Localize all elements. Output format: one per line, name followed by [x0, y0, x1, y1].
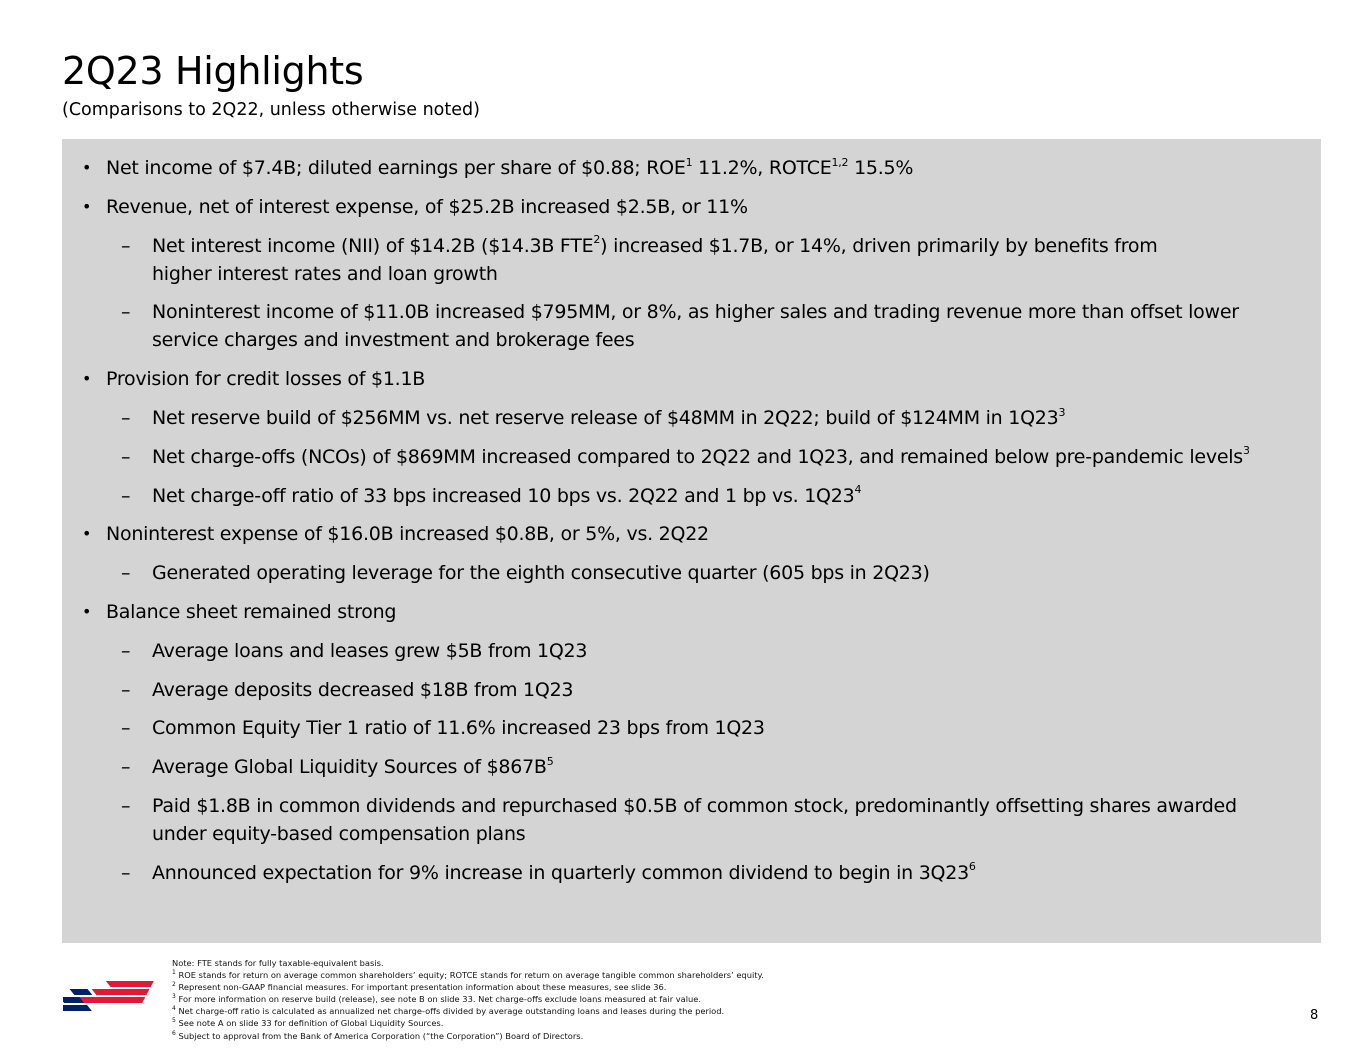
bullet-item [82, 154, 1291, 182]
bullet-marker: • [82, 524, 92, 544]
footnote-text: Note: FTE stands for fully taxable-equivalent basis. [172, 958, 384, 968]
bullet-item [82, 598, 1291, 626]
footnote-number: 1 [172, 969, 176, 977]
footnote-ref: 3 [1242, 444, 1250, 458]
sub-bullet-item [82, 753, 1291, 781]
sub-bullet-item [82, 443, 1291, 471]
sub-bullet-item [82, 298, 1291, 354]
sub-bullet-item [82, 637, 1291, 665]
bullet-text: 15.5% [848, 157, 914, 179]
footnote-number: 5 [172, 1017, 176, 1025]
dash-marker: – [121, 234, 131, 257]
dash-marker: – [121, 301, 131, 324]
footnotes [172, 957, 764, 1042]
dash-marker: – [121, 484, 131, 507]
footnote-ref: 4 [854, 483, 862, 497]
flagscape-logo-icon [63, 975, 159, 1027]
slide-title: 2Q23 Highlights [62, 49, 364, 93]
bullet-item [82, 193, 1291, 221]
footnote-line [172, 957, 764, 969]
bullet-text: Revenue, net of interest expense, of $25.2B increased $2.5B, or 11% [106, 195, 748, 218]
bullet-text: Average loans and leases grew $5B from 1Q23 [152, 639, 588, 662]
bullet-text: higher interest rates and loan growth [152, 262, 498, 285]
sub-bullet-item [82, 859, 1291, 887]
sub-bullet-item [82, 559, 1291, 587]
bullet-text: Net income of $7.4B; diluted earnings per share of $0.88; ROE [106, 157, 686, 179]
dash-marker: – [121, 756, 131, 779]
bullet-text: Net reserve build of $256MM vs. net reserve release of $48MM in 2Q22; build of $124MM in 1Q23 [152, 406, 1059, 429]
footnote-text: Subject to approval from the Bank of America Corporation (“the Corporation”) Board of Directors. [178, 1030, 584, 1041]
bullet-text: Paid $1.8B in common dividends and repurchased $0.5B of common stock, predominantly offsetting shares awarded under equity-based compensation plans [152, 794, 1237, 845]
bullet-text: Noninterest expense of $16.0B increased $0.8B, or 5%, vs. 2Q22 [106, 523, 709, 546]
bullet-text: Net charge-offs (NCOs) of $869MM increased compared to 2Q22 and 1Q23, and remained below pre-pandemic levels [152, 445, 1243, 468]
footnote-ref: 6 [968, 860, 976, 874]
bullet-text: Average Global Liquidity Sources of $867B [152, 756, 547, 779]
bullet-item [82, 365, 1291, 393]
bullet-text: Net charge-off ratio of 33 bps increased 10 bps vs. 2Q22 and 1 bp vs. 1Q23 [152, 484, 855, 507]
footnote-number: 4 [172, 1005, 176, 1013]
footnote-line [172, 993, 764, 1005]
footnote-line [172, 1017, 764, 1029]
bullet-text: Common Equity Tier 1 ratio of 11.6% increased 23 bps from 1Q23 [152, 717, 765, 740]
bullet-marker: • [82, 196, 92, 216]
sub-bullet-item [82, 714, 1291, 742]
dash-marker: – [121, 562, 131, 585]
footnote-ref: 1,2 [831, 155, 849, 169]
footnote-text: Net charge-off ratio is calculated as annualized net charge-offs divided by average outstanding loans and leases during the period. [178, 1006, 725, 1017]
bullet-text: Average deposits decreased $18B from 1Q23 [152, 678, 574, 701]
dash-marker: – [121, 717, 131, 740]
bullet-text: Net interest income (NII) of $14.2B ($14.3B FTE [152, 234, 594, 257]
dash-marker: – [121, 794, 131, 817]
bullet-text: Balance sheet remained strong [106, 600, 397, 623]
bullet-text: Provision for credit losses of $1.1B [106, 368, 426, 391]
footnote-number: 3 [172, 993, 176, 1001]
footnote-line [172, 981, 764, 993]
highlights-panel [62, 139, 1321, 943]
sub-bullet-item [82, 232, 1291, 288]
footnote-text: ROE stands for return on average common shareholders’ equity; ROTCE stands for return on average tangible common shareholders’ equity. [178, 970, 764, 981]
sub-bullet-item [82, 676, 1291, 704]
bullet-marker: • [82, 369, 92, 389]
bullet-text: Generated operating leverage for the eighth consecutive quarter (605 bps in 2Q23) [152, 562, 930, 585]
bullet-item [82, 520, 1291, 548]
footnote-ref: 2 [593, 233, 601, 247]
slide-subtitle: (Comparisons to 2Q22, unless otherwise noted) [62, 100, 480, 120]
footnote-ref: 1 [685, 155, 693, 169]
footnote-line [172, 969, 764, 981]
footnote-text: See note A on slide 33 for definition of Global Liquidity Sources. [178, 1018, 444, 1029]
footnote-ref: 5 [546, 754, 554, 768]
footnote-line [172, 1005, 764, 1017]
dash-marker: – [121, 861, 131, 884]
bullet-text: 11.2%, ROTCE [692, 157, 832, 179]
bullet-text: Announced expectation for 9% increase in quarterly common dividend to begin in 3Q23 [152, 861, 969, 884]
dash-marker: – [121, 406, 131, 429]
dash-marker: – [121, 445, 131, 468]
page-number: 8 [1310, 1008, 1319, 1023]
sub-bullet-item [82, 792, 1291, 848]
bullet-marker: • [82, 601, 92, 621]
dash-marker: – [121, 678, 131, 701]
footnote-line [172, 1030, 764, 1042]
footnote-text: For more information on reserve build (release), see note B on slide 33. Net charge-offs exclude loans measured at fair value. [178, 994, 702, 1005]
footnote-number: 6 [172, 1029, 176, 1037]
dash-marker: – [121, 639, 131, 662]
bullet-marker: • [82, 158, 92, 177]
sub-bullet-item [82, 482, 1291, 510]
footnote-number: 2 [172, 981, 176, 989]
bullet-text: ) increased $1.7B, or 14%, driven primarily by benefits from [600, 234, 1158, 257]
footnote-text: Represent non-GAAP financial measures. For important presentation information about these measures, see slide 36. [178, 982, 667, 993]
bullet-text: Noninterest income of $11.0B increased $795MM, or 8%, as higher sales and trading revenue more than offset lower service charges and investment and brokerage fees [152, 301, 1239, 352]
footnote-ref: 3 [1058, 405, 1066, 419]
sub-bullet-item [82, 404, 1291, 432]
